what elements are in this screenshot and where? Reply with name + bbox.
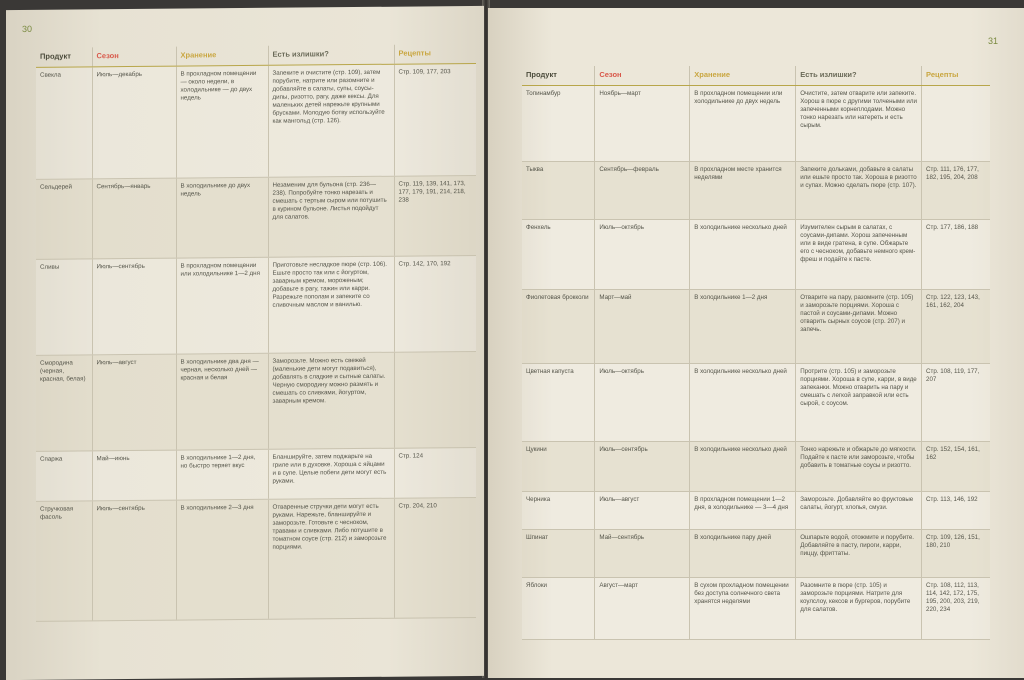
cell-season: Август—март [595, 578, 690, 640]
cell-storage: В холодильнике 1—2 дня [690, 290, 796, 364]
cell-product: Яблоки [522, 578, 595, 640]
table-row [36, 497, 476, 621]
cell-recipes: Стр. 113, 146, 192 [922, 492, 990, 530]
header-surplus: Есть излишки? [268, 45, 394, 66]
cell-season: Май—июнь [92, 450, 176, 501]
header-storage: Хранение [690, 66, 796, 86]
cell-season: Март—май [595, 290, 690, 364]
table-row [522, 220, 990, 290]
cell-season: Сентябрь—январь [92, 178, 176, 259]
cell-surplus: Изумителен сырым в салатах, с соусами-дипами. Хорош запеченным или в виде гратена, в супе. Обжарьте его с чесноком, добавьте немного крем-фреш и подайте к пасте. [796, 220, 922, 290]
cell-recipes: Стр. 122, 123, 143, 161, 162, 204 [922, 290, 990, 364]
cell-product: Спаржа [36, 451, 92, 501]
cell-surplus: Ошпарьте водой, отожмите и порубите. Добавляйте в пасту, пироги, карри, пиццу, фриттаты. [796, 530, 922, 578]
header-season: Сезон [92, 47, 176, 67]
cell-recipes: Стр. 119, 139, 141, 173, 177, 179, 191, 214, 218, 238 [394, 175, 476, 256]
cell-recipes: Стр. 204, 210 [394, 497, 476, 618]
cell-storage: В холодильнике пару дней [690, 530, 796, 578]
cell-season: Июль—октябрь [595, 364, 690, 442]
produce-table [36, 44, 476, 622]
table-row [522, 162, 990, 220]
cell-product: Фиолетовая брокколи [522, 290, 595, 364]
cell-storage: В прохладном помещении или холодильнике до двух недель [690, 86, 796, 162]
cell-recipes: Стр. 108, 119, 177, 207 [922, 364, 990, 442]
right-page [488, 8, 1024, 678]
cell-product: Смородина (черная, красная, белая) [36, 355, 92, 451]
cell-storage: В сухом прохладном помещении без доступа солнечного света хранятся неделями [690, 578, 796, 640]
cell-surplus: Заморозьте. Можно есть свежей (маленькие дети могут подавиться), добавлять в сладкие и сытные салаты. Черную смородину можно размять и смешать со сливками, йогуртом, заварным кремом. [268, 352, 394, 449]
cell-product: Топинамбур [522, 86, 595, 162]
cell-product: Тыква [522, 162, 595, 220]
header-storage: Хранение [176, 46, 268, 66]
cell-recipes [922, 86, 990, 162]
header-season: Сезон [595, 66, 690, 86]
cell-surplus: Очистите, затем отварите или запеките. Хорош в пюре с другими толчеными или запеченными корнеплодами. Можно тонко нарезать или натереть и есть сырым. [796, 86, 922, 162]
cell-season: Июль—август [595, 492, 690, 530]
cell-surplus: Бланшируйте, затем поджарьте на гриле или в духовке. Хороша с яйцами и в супе. Целые побеги дети могут есть руками. [268, 448, 394, 499]
cell-season: Май—сентябрь [595, 530, 690, 578]
header-recipes: Рецепты [922, 66, 990, 86]
page-number: 31 [987, 36, 998, 46]
cell-recipes: Стр. 124 [394, 447, 476, 498]
table-row [522, 364, 990, 442]
cell-surplus: Протрите (стр. 105) и заморозьте порциями. Хороша в супе, карри, в виде запеканки. Можно отварить на пару и смешать с легкой заправкой или есть сырой, с соусом. [796, 364, 922, 442]
cell-storage: В прохладном помещении 1—2 дня, в холодильнике — 3—4 дня [690, 492, 796, 530]
cell-season: Июль—август [92, 354, 176, 451]
header-product: Продукт [36, 47, 92, 67]
cell-surplus: Запеките и очистите (стр. 109), затем порубите, натрите или разомните и добавляйте в салаты, супы, соусы-дипы, ризотто, рагу, даже кексы. Для маленьких детей нарежьте крупными брусками. Молодую ботву используйте как мангольд (стр. 126). [268, 64, 394, 177]
header-surplus: Есть излишки? [796, 66, 922, 86]
cell-product: Цукини [522, 442, 595, 492]
cell-surplus: Отваренные стручки дети могут есть руками. Нарежьте, бланшируйте и заморозьте. Готовьте с чесноком, травами и сливками. Либо потушите в томатном соусе (стр. 212) и заморозьте порциями. [268, 498, 394, 619]
table-row [522, 442, 990, 492]
cell-recipes: Стр. 109, 177, 203 [394, 63, 476, 176]
cell-season: Сентябрь—февраль [595, 162, 690, 220]
table-row [522, 86, 990, 162]
page-number: 30 [22, 23, 33, 34]
cell-product: Черника [522, 492, 595, 530]
cell-surplus: Тонко нарежьте и обжарьте до мягкости. Подайте к пасте или заморозьте, чтобы добавить в томатные соусы и ризотто. [796, 442, 922, 492]
table-row [36, 447, 476, 501]
cell-storage: В холодильнике два дня — черная, несколько дней — красная и белая [176, 353, 268, 450]
cell-season: Ноябрь—март [595, 86, 690, 162]
table-row [522, 290, 990, 364]
cell-season: Июль—декабрь [92, 66, 176, 179]
table-row [522, 530, 990, 578]
left-page [6, 6, 484, 680]
cell-storage: В прохладном месте хранится неделями [690, 162, 796, 220]
cell-season: Июль—октябрь [595, 220, 690, 290]
cell-surplus: Отварите на пару, разомните (стр. 105) и заморозьте порциями. Хороша с пастой и соусами-дипами. Можно отварить сырных соусов (стр. 207) и запечь. [796, 290, 922, 364]
cell-storage: В холодильнике 2—3 дня [176, 499, 268, 620]
cell-storage: В прохладном помещении или холодильнике 1—2 дня [176, 257, 268, 354]
cell-product: Стручковая фасоль [36, 501, 92, 621]
cell-product: Фенхель [522, 220, 595, 290]
table-row [36, 63, 476, 179]
cell-storage: В холодильнике несколько дней [690, 442, 796, 492]
cell-storage: В холодильнике несколько дней [690, 220, 796, 290]
cell-season: Июль—сентябрь [92, 258, 176, 355]
table-row [36, 351, 476, 451]
cell-recipes: Стр. 152, 154, 161, 162 [922, 442, 990, 492]
cell-recipes: Стр. 142, 170, 192 [394, 255, 476, 352]
cell-recipes: Стр. 177, 186, 188 [922, 220, 990, 290]
cell-storage: В холодильнике 1—2 дня, но быстро теряет вкус [176, 449, 268, 500]
cell-recipes [394, 351, 476, 448]
header-recipes: Рецепты [394, 44, 476, 64]
cell-season: Июль—сентябрь [595, 442, 690, 492]
header-product: Продукт [522, 66, 595, 86]
cell-surplus: Запеките дольками, добавьте в салаты или ешьте просто так. Хороша в ризотто и супах. Можно сделать пюре (стр. 107). [796, 162, 922, 220]
table-row [522, 492, 990, 530]
cell-recipes: Стр. 109, 126, 151, 180, 210 [922, 530, 990, 578]
cell-surplus: Разомните в пюре (стр. 105) и заморозьте порциями. Натрите для коулслоу, кексов и бургеров, порубите для салатов. [796, 578, 922, 640]
produce-table [522, 66, 990, 640]
cell-product: Шпинат [522, 530, 595, 578]
table-row [522, 578, 990, 640]
cell-product: Свекла [36, 67, 92, 179]
cell-storage: В холодильнике несколько дней [690, 364, 796, 442]
cell-season: Июль—сентябрь [92, 500, 176, 621]
cell-surplus: Приготовьте несладкое пюре (стр. 106). Ешьте просто так или с йогуртом, заварным кремом, мороженым; добавьте в рагу, тажин или карри. Разрежьте пополам и запеките со сливочным маслом и ванилью. [268, 256, 394, 353]
cell-recipes: Стр. 108, 112, 113, 114, 142, 172, 175, 195, 200, 203, 219, 220, 234 [922, 578, 990, 640]
table-row [36, 175, 476, 259]
cell-surplus: Незаменим для бульона (стр. 236—238). Попробуйте тонко нарезать и смешать с тертым сыром или потушить в курином бульоне. Листья подойдут для салатов. [268, 176, 394, 257]
table-row [36, 255, 476, 355]
cell-surplus: Заморозьте. Добавляйте во фруктовые салаты, йогурт, хлопья, смузи. [796, 492, 922, 530]
cell-product: Сельдерей [36, 179, 92, 259]
cell-storage: В холодильнике до двух недель [176, 177, 268, 258]
cell-storage: В прохладном помещении — около недели, в холодильнике — до двух недель [176, 65, 268, 178]
cell-product: Цветная капуста [522, 364, 595, 442]
cell-product: Сливы [36, 259, 92, 355]
cell-recipes: Стр. 111, 176, 177, 182, 195, 204, 208 [922, 162, 990, 220]
